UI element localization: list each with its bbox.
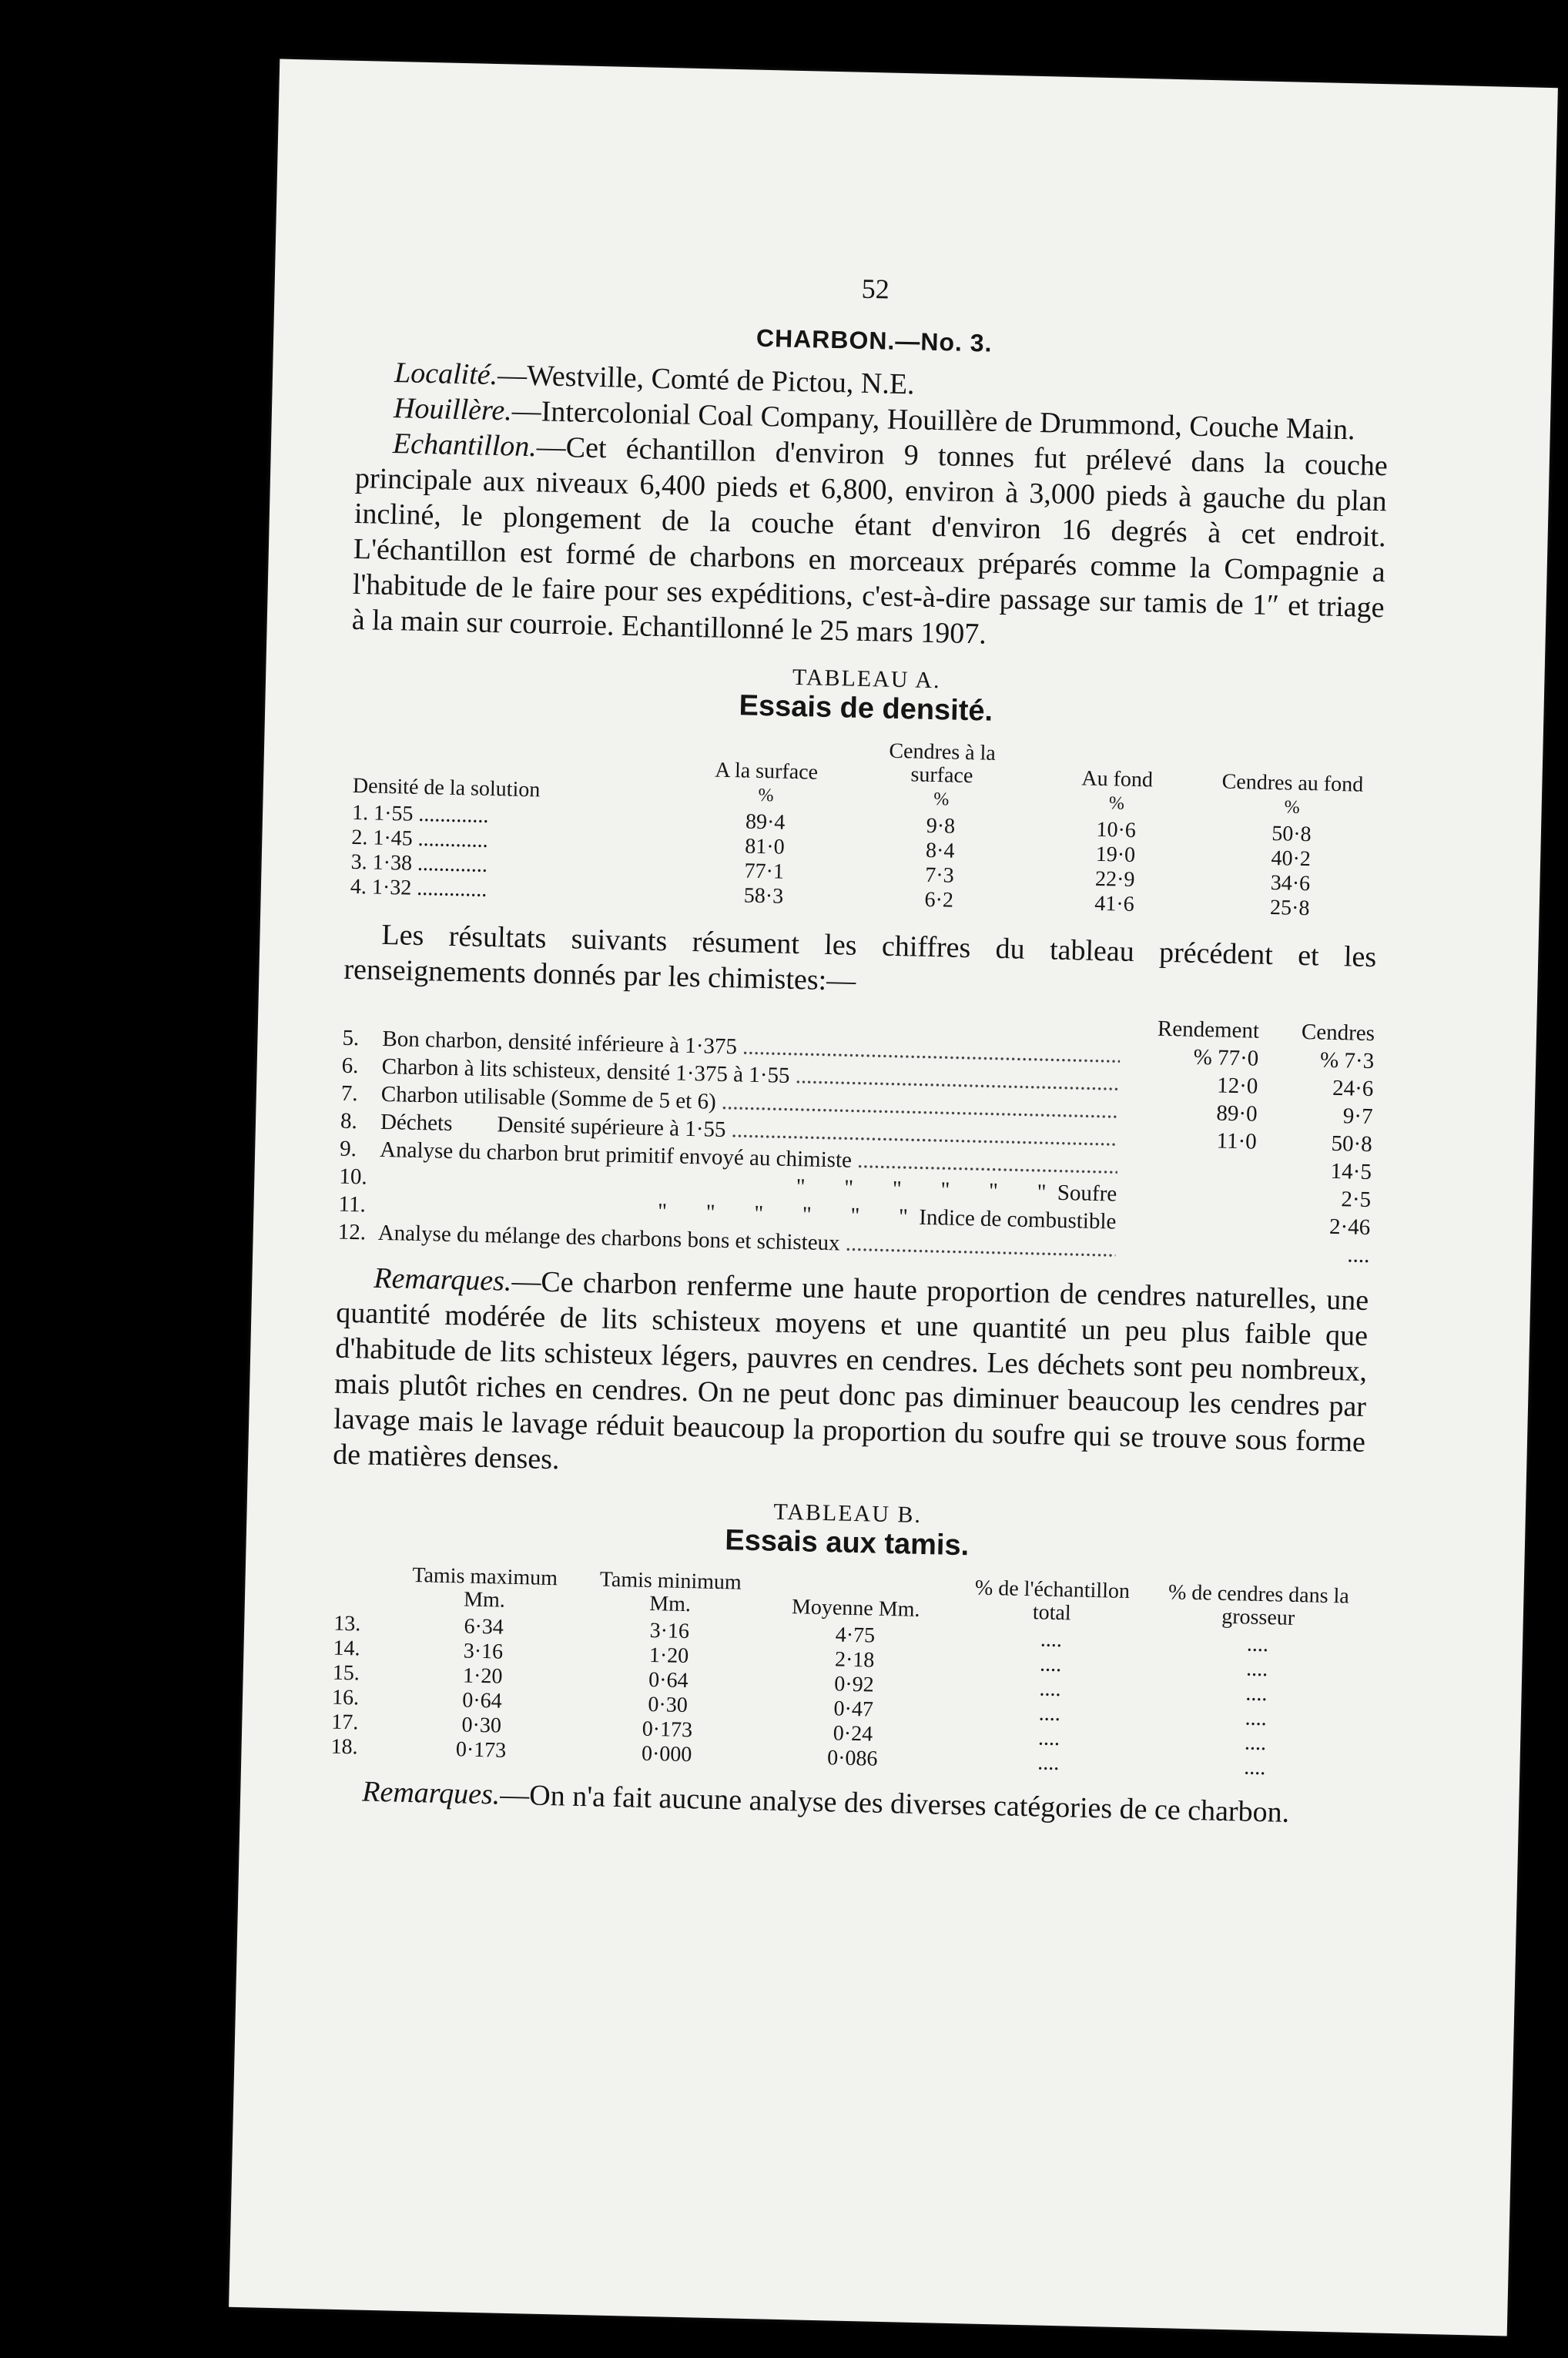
bottom-cell: 41·6 <box>1094 891 1135 916</box>
table-a-unit: % <box>1284 797 1301 818</box>
ash-surface-cell: 9·8 <box>926 813 956 839</box>
table-b-header-num <box>330 1563 393 1613</box>
document-page <box>229 59 1558 2336</box>
table-b-label: TABLEAU B. <box>773 1499 923 1528</box>
summary-intro: Les résultats suivants résument les chiffres du tableau précédent et les renseignements donnés par les chimistes:— <box>343 918 1377 997</box>
echantillon-text: —Cet échantillon d'environ 9 tonnes fut prélevé dans la couche principale aux niveaux 6,400 pieds et 6,800, environ à 3,000 pieds à gauche du plan incliné, le plongement de la couche étant d'environ 16 degrés à cet endroit. L'échantillon est formé de charbons en morceaux préparés comme la Compagnie a l'habitude de le faire pour ses expéditions, c'est-à-dire passage sur tamis de 1″ et triage à la main sur courroie. Echantillonné le 25 mars 1907. <box>351 430 1389 651</box>
row-number: 8. <box>340 1108 358 1134</box>
summary-label: Charbon à lits schisteux, densité 1·375 à 1·55 ..... <box>381 1053 1120 1097</box>
surface-cell: 81·0 <box>744 834 785 859</box>
cendres-value: 2·46 <box>1328 1214 1371 1241</box>
table-a-header-surface-label: A la surface <box>715 758 819 785</box>
surface-cell: 77·1 <box>744 859 785 884</box>
localite-label: Localité. <box>394 357 498 392</box>
table-a-header-ash-bottom-label: Cendres au fond <box>1221 769 1364 797</box>
density-value: 1·55 <box>373 801 414 826</box>
table-a-header-surface <box>678 735 855 812</box>
echantillon-paragraph <box>351 425 1388 661</box>
remarks-1-paragraph <box>333 1260 1369 1496</box>
page-content <box>325 261 1392 1832</box>
table-a-header-ash-bottom <box>1204 747 1381 824</box>
pct-cell: .... <box>1040 1627 1063 1653</box>
row-number: 13. <box>333 1611 361 1636</box>
ash-cell: .... <box>1245 1656 1268 1682</box>
remarks-1-text: —Ce charbon renferme une haute proportion de cendres naturelles, une quantité modérée de lits schisteux moyens et une quantité un peu plus faible que d'habitude de lits schisteux légers, pauvres en cendres. Les déchets sont peu nombreux, mais plutôt riches en cendres. On ne peut donc pas diminuer beaucoup les cendres par lavage mais le lavage réduit beaucoup la proportion du soufre qui se trouve sous forme de matières denses. <box>332 1264 1369 1476</box>
summary-label: " " " " " " Soufre <box>796 1174 1117 1207</box>
pct-cell: .... <box>1037 1750 1060 1776</box>
summary-label: Analyse du charbon brut primitif envoyé au chimiste ..... <box>380 1136 1118 1181</box>
row-number: 6. <box>341 1053 359 1079</box>
surface-cell: 89·4 <box>745 809 786 835</box>
table-a-unit: % <box>1108 793 1125 814</box>
ash-surface-cell: 7·3 <box>924 862 955 888</box>
cendres-header: Cendres <box>1301 1019 1375 1047</box>
table-a <box>346 728 1382 923</box>
density-value: 1·45 <box>373 826 414 851</box>
row-number: 16. <box>331 1685 360 1710</box>
table-a-unit: % <box>758 785 774 806</box>
table-a-density-cell: 3. 1·38 ............. <box>350 849 488 877</box>
cendres-value: 14·5 <box>1330 1158 1372 1185</box>
surface-cell: 58·3 <box>743 883 784 909</box>
row-number: 10. <box>339 1164 368 1190</box>
ash-bottom-cell: 25·8 <box>1269 896 1310 921</box>
row-number: 5. <box>342 1025 360 1051</box>
cendres-value: 50·8 <box>1331 1130 1373 1157</box>
ash-bottom-cell: 40·2 <box>1271 846 1312 872</box>
min-cell: 3·16 <box>649 1618 690 1644</box>
section-title: CHARBON.—No. 3. <box>756 323 993 357</box>
avg-cell: 0·92 <box>833 1672 874 1697</box>
ash-cell: .... <box>1246 1632 1269 1657</box>
table-a-unit: % <box>933 789 950 810</box>
min-cell: 0·173 <box>642 1717 693 1743</box>
pct-cell: .... <box>1039 1676 1061 1702</box>
bottom-cell: 19·0 <box>1095 842 1136 868</box>
max-cell: 6·34 <box>464 1614 504 1640</box>
summary-label: Analyse du mélange des charbons bons et schisteux ..... <box>377 1219 1116 1264</box>
remarks-2-label: Remarques. <box>361 1775 501 1811</box>
houillere-text: —Intercolonial Coal Company, Houillère de Drummond, Couche Main. <box>511 394 1356 447</box>
row-number: 17. <box>331 1710 359 1735</box>
table-a-header-bottom <box>1029 743 1206 820</box>
ash-cell: .... <box>1244 1730 1267 1756</box>
summary-label: Déchets Densité supérieure à 1·55 ..... <box>380 1108 1119 1153</box>
table-a-density-cell: 1. 1·55 ............. <box>351 800 489 828</box>
max-cell: 0·64 <box>462 1688 503 1713</box>
cendres-value: 9·7 <box>1342 1104 1373 1130</box>
avg-cell: 0·24 <box>833 1721 873 1747</box>
min-cell: 0·64 <box>648 1667 689 1693</box>
table-b-header-pct: % de l'échantillon total <box>974 1576 1131 1626</box>
rendement-value: 89·0 <box>1216 1100 1258 1127</box>
table-b-header-ash: % de cendres dans la grosseur <box>1168 1580 1350 1630</box>
density-value: 1·32 <box>371 875 412 900</box>
max-cell: 0·173 <box>455 1737 507 1763</box>
row-number: 3. <box>350 849 368 875</box>
table-b-header-max: Tamis maximum Mm. <box>412 1563 558 1613</box>
row-number: 14. <box>333 1636 360 1661</box>
table-b-header-min: Tamis minimum Mm. <box>599 1567 742 1617</box>
min-cell: 0·000 <box>641 1741 692 1767</box>
avg-cell: 0·47 <box>833 1696 874 1722</box>
cendres-value: % 7·3 <box>1319 1047 1375 1074</box>
page-number: 52 <box>861 273 890 305</box>
table-b-title: Essais aux tamis. <box>724 1524 970 1563</box>
avg-cell: 2·18 <box>834 1647 875 1673</box>
cendres-value: 2·5 <box>1341 1187 1372 1213</box>
pct-cell: .... <box>1039 1652 1062 1677</box>
pct-cell: .... <box>1037 1726 1060 1751</box>
rendement-value: 12·0 <box>1216 1073 1258 1099</box>
row-number: 18. <box>330 1734 358 1760</box>
rendement-value <box>1115 1264 1254 1267</box>
ash-cell: .... <box>1245 1706 1268 1731</box>
table-a-title: Essais de densité. <box>739 689 993 728</box>
min-cell: 1·20 <box>648 1643 689 1669</box>
density-value: 1·38 <box>372 850 413 876</box>
ash-surface-cell: 8·4 <box>925 838 955 863</box>
avg-cell: 0·086 <box>826 1746 878 1771</box>
table-b-header-avg: Moyenne Mm. <box>791 1595 920 1622</box>
ash-surface-cell: 6·2 <box>924 887 954 913</box>
table-a-header-bottom-label: Au fond <box>1081 766 1154 792</box>
rendement-header: Rendement <box>1157 1016 1260 1043</box>
houillere-label: Houillère. <box>393 392 513 427</box>
table-a-header-density: Densité de la solution <box>352 773 541 802</box>
localite-text: —Westville, Comté de Pictou, N.E. <box>497 359 916 401</box>
summary-label: " " " " " " Indice de combustible <box>657 1199 1117 1234</box>
rendement-value: 11·0 <box>1216 1128 1258 1154</box>
row-number: 7. <box>340 1080 358 1107</box>
row-number: 15. <box>332 1660 360 1686</box>
ash-cell: .... <box>1245 1681 1268 1707</box>
pct-cell: .... <box>1038 1701 1061 1727</box>
max-cell: 0·30 <box>461 1713 502 1738</box>
row-number: 1. <box>351 800 369 826</box>
table-b <box>326 1563 1362 1783</box>
bottom-cell: 10·6 <box>1096 817 1137 843</box>
table-a-density-cell: 4. 1·32 ............. <box>350 874 487 902</box>
ash-cell: .... <box>1243 1755 1266 1780</box>
row-number: 4. <box>350 874 367 899</box>
avg-cell: 4·75 <box>835 1623 876 1648</box>
row-number: 2. <box>351 825 368 850</box>
max-cell: 1·20 <box>462 1663 503 1689</box>
ash-bottom-cell: 34·6 <box>1270 871 1311 896</box>
remarks-2-paragraph <box>325 1773 1358 1831</box>
max-cell: 3·16 <box>463 1639 504 1664</box>
bottom-cell: 22·9 <box>1094 866 1135 892</box>
cendres-value: 24·6 <box>1332 1075 1374 1102</box>
summary-label: Bon charbon, densité inférieure à 1·375 ..... <box>382 1025 1121 1070</box>
summary-block <box>337 996 1375 1269</box>
table-a-label: TABLEAU A. <box>792 664 941 694</box>
rendement-value: % 77·0 <box>1193 1044 1259 1071</box>
ash-bottom-cell: 50·8 <box>1271 822 1312 847</box>
remarks-2-text: —On n'a fait aucune analyse des diverses catégories de ce charbon. <box>499 1778 1290 1829</box>
cendres-value: .... <box>1347 1242 1370 1268</box>
remarks-1-label: Remarques. <box>373 1261 512 1298</box>
row-number: 9. <box>339 1136 357 1162</box>
summary-label: Charbon utilisable (Somme de 5 et 6) ..... <box>380 1080 1119 1125</box>
table-a-header-ash-surface-label: Cendres à la surface <box>889 739 997 789</box>
table-a-density-cell: 2. 1·45 ............. <box>351 825 489 852</box>
row-number: 12. <box>337 1219 367 1245</box>
min-cell: 0·30 <box>648 1692 689 1718</box>
echantillon-label: Echantillon. <box>392 427 538 464</box>
row-number: 11. <box>338 1191 367 1218</box>
table-a-header-ash-surface <box>853 739 1030 816</box>
